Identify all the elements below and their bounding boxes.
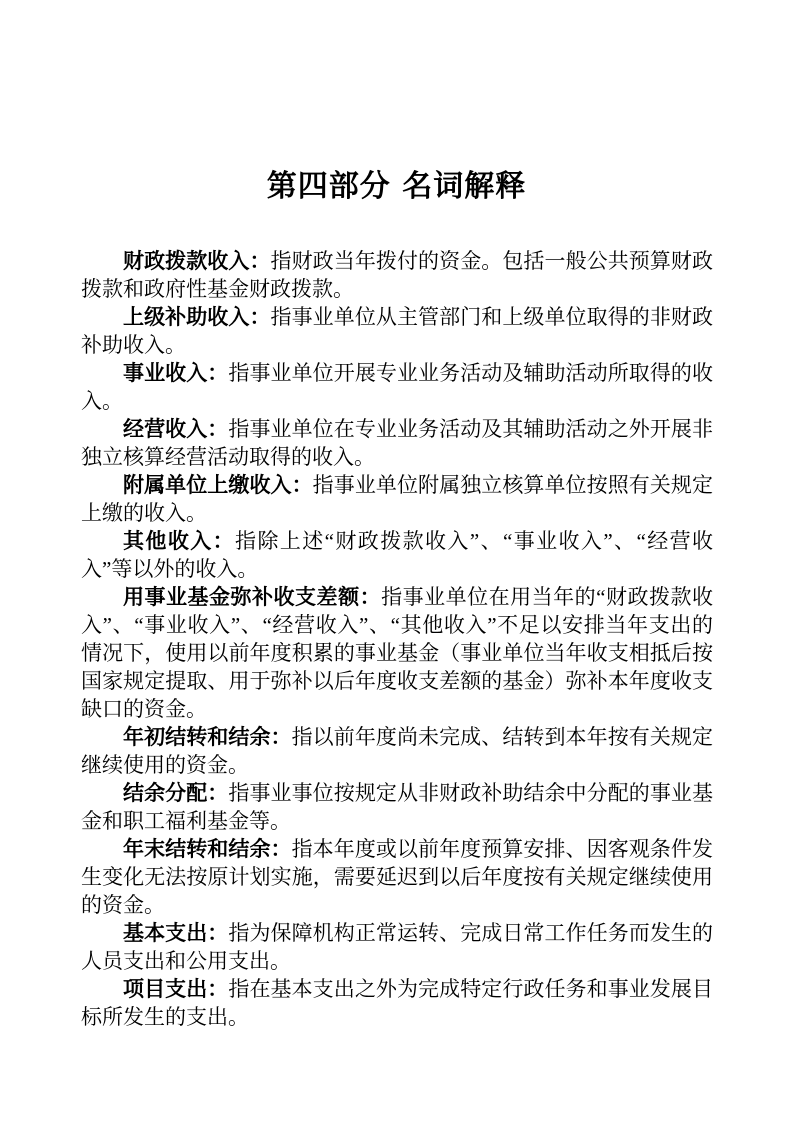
term-definition: 指为保障机构正常运转、完成日常工作任务而发生的人员支出和公用支出。 xyxy=(81,921,714,973)
term-definition: 指财政当年拨付的资金。包括一般公共预算财政拨款和政府性基金财政拨款。 xyxy=(81,249,714,301)
term-definition-paragraph xyxy=(81,247,713,303)
term-definition: 指在基本支出之外为完成特定行政任务和事业发展目标所发生的支出。 xyxy=(81,977,714,1029)
term-label: 事业收入： xyxy=(123,361,229,385)
term-definition: 指以前年度尚未完成、结转到本年按有关规定继续使用的资金。 xyxy=(81,725,713,777)
term-definition: 指事业单位开展专业业务活动及辅助活动所取得的收入。 xyxy=(81,361,714,413)
term-definition-paragraph xyxy=(81,975,713,1031)
term-definition-paragraph xyxy=(81,527,713,583)
term-definition: 指事业单位在专业业务活动及其辅助活动之外开展非独立核算经营活动取得的收入。 xyxy=(81,417,714,469)
term-label: 用事业基金弥补收支差额： xyxy=(123,585,382,609)
term-definition-paragraph xyxy=(81,303,713,359)
term-label: 结余分配： xyxy=(123,781,229,805)
term-definition-paragraph xyxy=(81,835,713,919)
term-label: 其他收入： xyxy=(123,529,236,553)
term-definition-paragraph xyxy=(81,919,713,975)
term-definition-paragraph xyxy=(81,583,713,723)
term-definition-paragraph xyxy=(81,415,713,471)
term-label: 经营收入： xyxy=(123,417,229,441)
page-title: 第四部分 名词解释 xyxy=(266,169,527,204)
term-label: 基本支出： xyxy=(123,921,229,945)
term-definition: 指事业单位在用当年的“财政拨款收入”、“事业收入”、“经营收入”、“其他收入”不足以安排当年支出的情况下，使用以前年度积累的事业基金（事业单位当年收支相抵后按国家规定提取、用于弥补以后年度收支差额的基金）弥补本年度收支缺口的资金。 xyxy=(81,585,713,721)
term-definition-paragraph xyxy=(81,723,713,779)
term-definition-paragraph xyxy=(81,359,713,415)
term-label: 项目支出： xyxy=(123,977,229,1001)
term-label: 年末结转和结余： xyxy=(123,837,292,861)
glossary-body xyxy=(81,247,713,1031)
term-label: 附属单位上缴收入： xyxy=(123,473,313,497)
term-label: 财政拨款收入： xyxy=(123,249,271,273)
term-definition: 指事业事位按规定从非财政补助结余中分配的事业基金和职工福利基金等。 xyxy=(81,781,714,833)
term-definition: 指事业单位附属独立核算单位按照有关规定上缴的收入。 xyxy=(81,473,714,525)
term-definition: 指除上述“财政拨款收入”、“事业收入”、“经营收入”等以外的收入。 xyxy=(81,529,714,581)
term-definition: 指事业单位从主管部门和上级单位取得的非财政补助收入。 xyxy=(81,305,714,357)
term-definition-paragraph xyxy=(81,471,713,527)
term-definition-paragraph xyxy=(81,779,713,835)
term-definition: 指本年度或以前年度预算安排、因客观条件发生变化无法按原计划实施，需要延迟到以后年度按有关规定继续使用的资金。 xyxy=(81,837,713,917)
term-label: 年初结转和结余： xyxy=(123,725,292,749)
term-label: 上级补助收入： xyxy=(123,305,271,329)
